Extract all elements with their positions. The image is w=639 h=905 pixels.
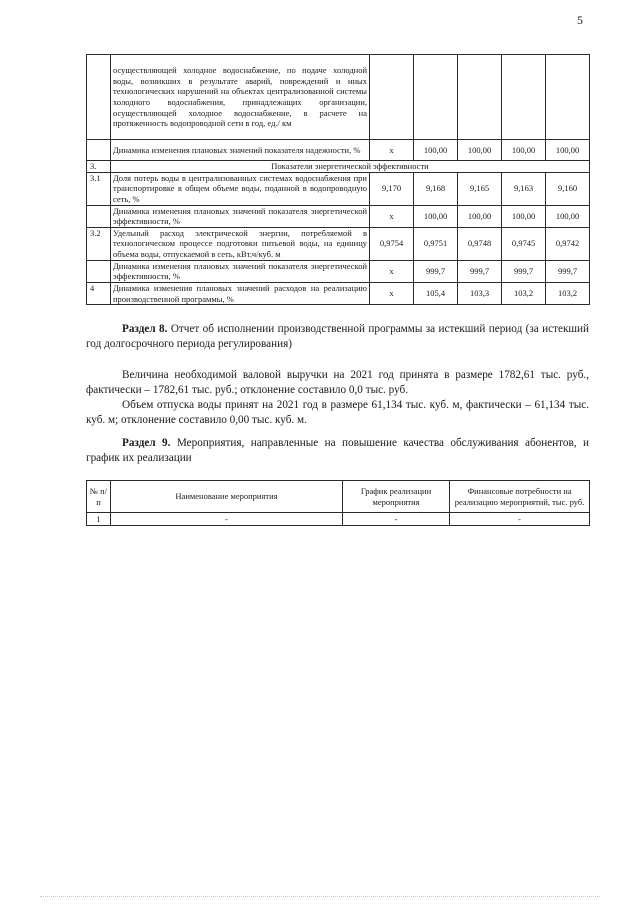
indicator-name: Динамика изменения плановых значений показателя надежности, %	[111, 140, 370, 161]
table-row	[87, 55, 590, 140]
value-cell	[546, 55, 590, 140]
measures-table	[86, 480, 590, 526]
section-8	[86, 322, 589, 428]
value-cell: х	[370, 260, 414, 282]
value-cell: х	[370, 205, 414, 227]
section-8-title: Отчет об исполнении производственной программы за истекший период (за истекший год долгосрочного периода регулирования)	[86, 323, 589, 350]
value-cell: 9,170	[370, 172, 414, 205]
table-row	[87, 260, 590, 282]
value-cell	[458, 55, 502, 140]
value-cell	[414, 55, 458, 140]
indicator-name: Динамика изменения плановых значений показателя энергетической эффективности, %	[111, 260, 370, 282]
page-number: 5	[577, 13, 583, 27]
section-9-title: Мероприятия, направленные на повышение качества обслуживания абонентов, и график их реализации	[86, 437, 590, 464]
value-cell: 0,9742	[546, 227, 590, 260]
value-cell: 0,9754	[370, 227, 414, 260]
value-cell: 100,00	[546, 205, 590, 227]
table-row	[87, 227, 590, 260]
value-cell: х	[370, 140, 414, 161]
value-cell: 9,163	[502, 172, 546, 205]
value-cell: 0,9745	[502, 227, 546, 260]
section-8-heading: Раздел 8.	[122, 323, 168, 335]
col-header-financial-needs: Финансовые потребности на реализацию мероприятий, тыс. руб.	[450, 481, 590, 513]
table-cell: -	[343, 513, 450, 526]
value-cell: 999,7	[546, 260, 590, 282]
value-cell: 999,7	[414, 260, 458, 282]
table-row	[87, 205, 590, 227]
value-cell: 105,4	[414, 282, 458, 304]
section-9	[86, 436, 589, 466]
table-cell: -	[111, 513, 343, 526]
row-number	[87, 55, 111, 140]
value-cell	[502, 55, 546, 140]
value-cell: 0,9751	[414, 227, 458, 260]
section-9-heading: Раздел 9.	[122, 437, 171, 449]
value-cell: 9,168	[414, 172, 458, 205]
value-cell: 103,3	[458, 282, 502, 304]
section-8-volume-text: Объем отпуска воды принят на 2021 год в размере 61,134 тыс. куб. м, фактически – 61,134 тыс. куб. м; отклонение составило 0,00 тыс. куб. м.	[86, 399, 589, 426]
row-number: 3.1	[87, 172, 111, 205]
value-cell: 100,00	[502, 140, 546, 161]
value-cell: 100,00	[458, 140, 502, 161]
value-cell: 9,165	[458, 172, 502, 205]
section-8-revenue-text: Величина необходимой валовой выручки на 2021 год принята в размере 1782,61 тыс. руб., фактически – 1782,61 тыс. руб.; отклонение составило 0,0 тыс. руб.	[86, 369, 589, 396]
row-number: 4	[87, 282, 111, 304]
table-row	[87, 282, 590, 304]
indicator-name: осуществляющей холодное водоснабжение, по подаче холодной воды, возникших в результате аварий, повреждений и иных технологических нарушений на объектах централизованной системы холодного водоснабжения, принадлежащих организации, осуществляющей холодное водоснабжение, в расчете на протяженность водопроводной сети в год, ед./ км	[111, 55, 370, 140]
value-cell: 100,00	[414, 140, 458, 161]
value-cell: 9,160	[546, 172, 590, 205]
row-number	[87, 205, 111, 227]
indicator-name: Доля потерь воды в централизованных системах водоснабжения при транспортировке в общем объеме воды, поданной в водопроводную сеть, %	[111, 172, 370, 205]
row-number	[87, 260, 111, 282]
value-cell: 100,00	[414, 205, 458, 227]
value-cell: х	[370, 282, 414, 304]
row-number: 3.2	[87, 227, 111, 260]
row-number: 3.	[87, 161, 111, 173]
value-cell: 0,9748	[458, 227, 502, 260]
section-header-cell: Показатели энергетической эффективности	[111, 161, 590, 173]
indicator-name: Удельный расход электрической энергии, потребляемой в технологическом процессе подготовки питьевой воды, на единицу объема воды, отпускаемой в сеть, кВт.ч/куб. м	[111, 227, 370, 260]
table-row	[87, 161, 590, 173]
value-cell: 100,00	[502, 205, 546, 227]
col-header-schedule: График реализации мероприятия	[343, 481, 450, 513]
value-cell	[370, 55, 414, 140]
col-header-measure-name: Наименование мероприятия	[111, 481, 343, 513]
table-row	[87, 140, 590, 161]
value-cell: 100,00	[458, 205, 502, 227]
indicator-name: Динамика изменения плановых значений показателя энергетической эффективности, %	[111, 205, 370, 227]
table-cell: -	[450, 513, 590, 526]
value-cell: 103,2	[502, 282, 546, 304]
col-header-number: № п/п	[87, 481, 111, 513]
indicator-name: Динамика изменения плановых значений расходов на реализацию производственной программы, %	[111, 282, 370, 304]
indicators-table	[86, 54, 590, 305]
value-cell: 999,7	[458, 260, 502, 282]
value-cell: 999,7	[502, 260, 546, 282]
value-cell: 100,00	[546, 140, 590, 161]
value-cell: 103,2	[546, 282, 590, 304]
table-row	[87, 172, 590, 205]
table-cell: 1	[87, 513, 111, 526]
footer-divider	[40, 896, 600, 897]
row-number	[87, 140, 111, 161]
